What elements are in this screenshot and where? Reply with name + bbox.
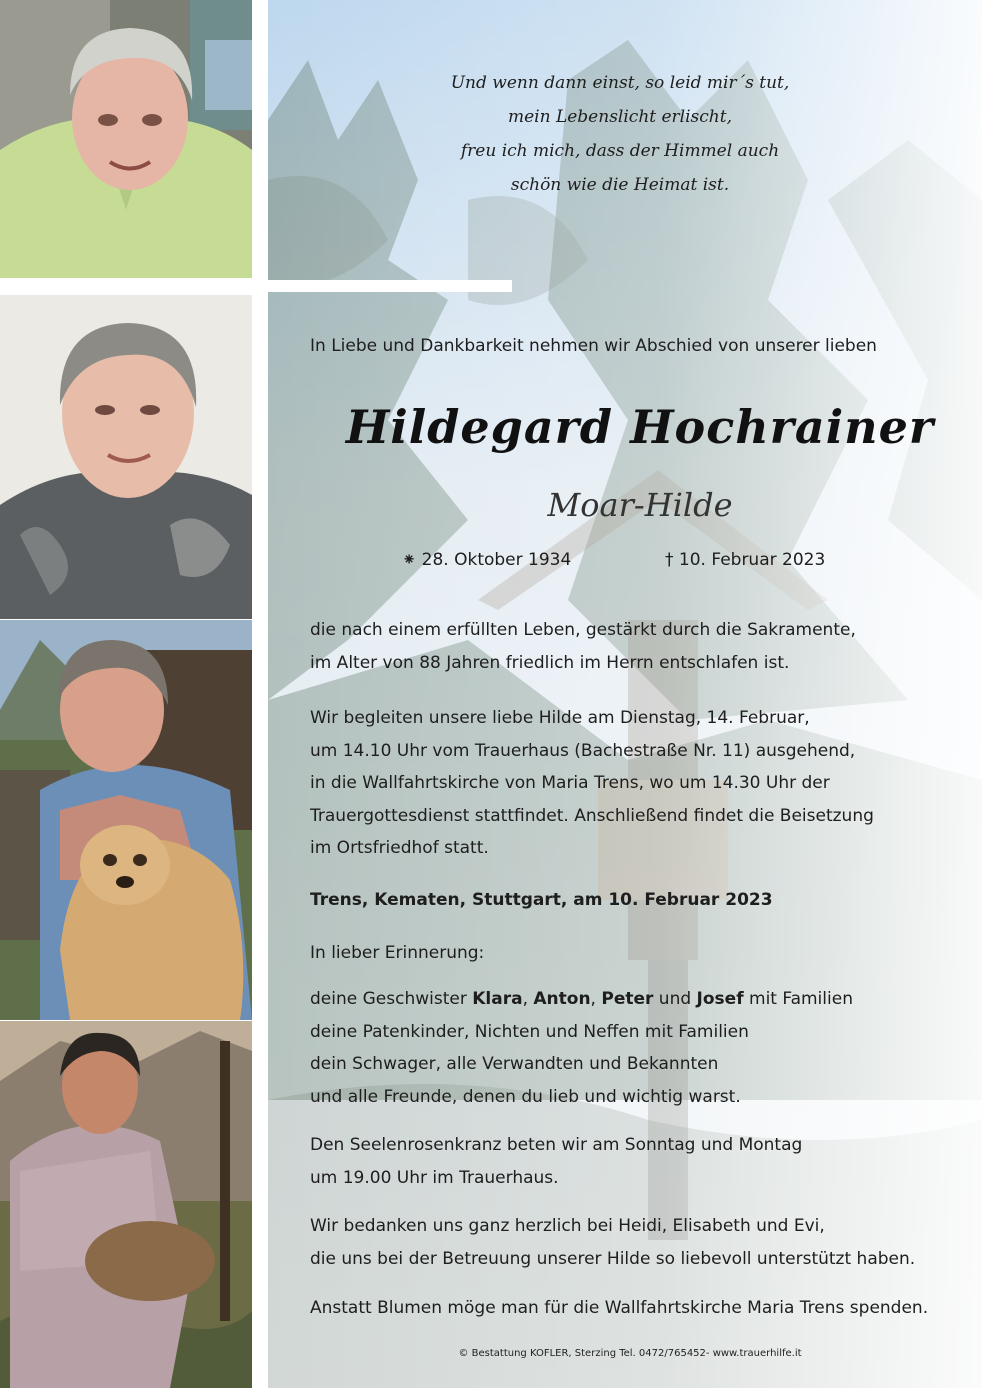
birth-date: ⁕ 28. Oktober 1934 [402,550,572,570]
text-fragment: deine Geschwister [310,989,473,1009]
deceased-nickname: Moar-Hilde [547,486,733,524]
mourners-siblings [310,983,970,1016]
photo-woman-with-dog [0,620,252,1020]
poem-line: schön wie die Heimat ist. [510,175,730,195]
poem [380,66,860,202]
text-line: und alle Freunde, denen du lieb und wichtig warst. [310,1086,741,1107]
memory-title: In lieber Erinnerung: [310,943,485,963]
text-line: deine Patenkinder, Nichten und Neffen mit Familien [310,1021,749,1042]
sibling-name: Josef [696,989,744,1009]
flowers-note: Anstatt Blumen möge man für die Wallfahrtskirche Maria Trens spenden. [310,1298,929,1318]
text-line: Wir bedanken uns ganz herzlich bei Heidi, Elisabeth und Evi, [310,1216,825,1236]
poem-line: freu ich mich, dass der Himmel auch [460,141,780,161]
text-line: die uns bei der Betreuung unserer Hilde so liebevoll unterstützt haben. [310,1248,916,1269]
mourners-list [310,983,970,1113]
place-and-date: Trens, Kematen, Stuttgart, am 10. Februar 2023 [310,890,773,910]
text-line: die nach einem erfüllten Leben, gestärkt durch die Sakramente, [310,620,856,640]
text-fragment: , [590,989,602,1009]
text-line: Den Seelenrosenkranz beten wir am Sonntag und Montag [310,1135,803,1155]
intro-text: In Liebe und Dankbarkeit nehmen wir Abschied von unserer lieben [310,336,877,356]
rosary-info [310,1129,970,1194]
funeral-info [310,702,970,865]
poem-line: Und wenn dann einst, so leid mir´s tut, [450,73,790,93]
sibling-name: Klara [472,989,523,1009]
divider-bar [268,280,512,292]
photo-portrait-green-blouse [0,0,252,278]
text-line: dein Schwager, alle Verwandten und Bekannten [310,1054,719,1075]
photo-woman-outdoors [0,1021,252,1388]
text-line: in die Wallfahrtskirche von Maria Trens, wo um 14.30 Uhr der [310,773,830,794]
death-notice [310,614,970,679]
text-line: um 19.00 Uhr im Trauerhaus. [310,1167,559,1188]
footer-credit: © Bestattung KOFLER, Sterzing Tel. 0472/765452- www.trauerhilfe.it [458,1348,802,1359]
text-fragment: und [653,989,697,1009]
sibling-name: Peter [601,989,654,1009]
text-fragment: , [522,989,534,1009]
poem-line: mein Lebenslicht erlischt, [507,107,732,127]
text-fragment: mit Familien [743,989,853,1009]
death-date: † 10. Februar 2023 [665,550,826,570]
text-line: im Alter von 88 Jahren friedlich im Herrn entschlafen ist. [310,652,790,673]
sibling-name: Anton [533,989,591,1009]
text-line: um 14.10 Uhr vom Trauerhaus (Bachestraße Nr. 11) ausgehend, [310,740,856,761]
text-line: im Ortsfriedhof statt. [310,838,489,859]
photo-portrait-grey-blouse [0,295,252,619]
deceased-name: Hildegard Hochrainer [345,400,935,454]
text-line: Wir begleiten unsere liebe Hilde am Dienstag, 14. Februar, [310,708,810,728]
text-line: Trauergottesdienst stattfindet. Anschließend findet die Beisetzung [310,805,874,826]
thanks-text [310,1210,970,1275]
